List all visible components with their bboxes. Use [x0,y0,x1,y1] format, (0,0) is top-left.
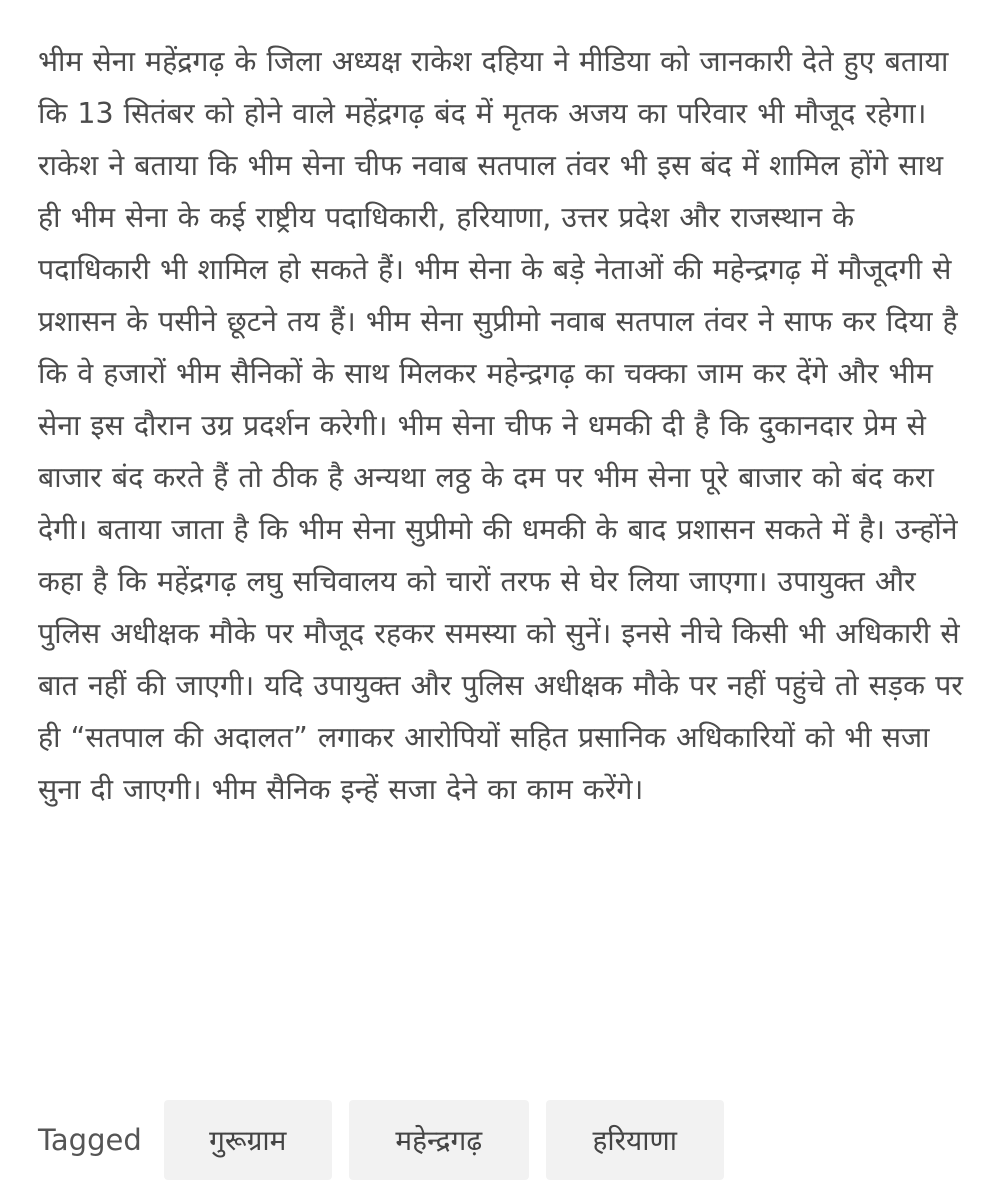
article-body [38,36,963,816]
tags-row [38,1100,741,1180]
tag-mahendragarh[interactable]: महेन्द्रगढ़ [349,1100,529,1180]
article-paragraph: भीम सेना महेंद्रगढ़ के जिला अध्यक्ष राकेश दहिया ने मीडिया को जानकारी देते हुए बताया कि 13 सितंबर को होने वाले महेंद्रगढ़ बंद में मृतक अजय का परिवार भी मौजूद रहेगा। राकेश ने बताया कि भीम सेना चीफ नवाब सतपाल तंवर भी इस बंद में शामिल होंगे साथ ही भीम सेना के कई राष्ट्रीय पदाधिकारी, हरियाणा, उत्तर प्रदेश और राजस्थान के पदाधिकारी भी शामिल हो सकते हैं। भीम सेना के बड़े नेताओं की महेन्द्रगढ़ में मौजूदगी से प्रशासन के पसीने छूटने तय हैं। भीम सेना सुप्रीमो नवाब सतपाल तंवर ने साफ कर दिया है कि वे हजारों भीम सैनिकों के साथ मिलकर महेन्द्रगढ़ का चक्का जाम कर देंगे और भीम सेना इस दौरान उग्र प्रदर्शन करेगी। भीम सेना चीफ ने धमकी दी है कि दुकानदार प्रेम से बाजार बंद करते हैं तो ठीक है अन्यथा लठ्ठ के दम पर भीम सेना पूरे बाजार को बंद करा देगी। बताया जाता है कि भीम सेना सुप्रीमो की धमकी के बाद प्रशासन सकते में है। उन्होंने कहा है कि महेंद्रगढ़ लघु सचिवालय को चारों तरफ से घेर लिया जाएगा। उपायुक्त और पुलिस अधीक्षक मौके पर मौजूद रहकर समस्या को सुनें। इनसे नीचे किसी भी अधिकारी से बात नहीं की जाएगी। यदि उपायुक्त और पुलिस अधीक्षक मौके पर नहीं पहुंचे तो सड़क पर ही “सतपाल की अदालत” लगाकर आरोपियों सहित प्रसानिक अधिकारियों को भी सजा सुना दी जाएगी। भीम सैनिक इन्हें सजा देने का काम करेंगे। [38,45,963,806]
tags-label: Tagged [38,1123,142,1157]
tag-haryana[interactable]: हरियाणा [546,1100,724,1180]
tag-gurugram[interactable]: गुरूग्राम [164,1100,332,1180]
